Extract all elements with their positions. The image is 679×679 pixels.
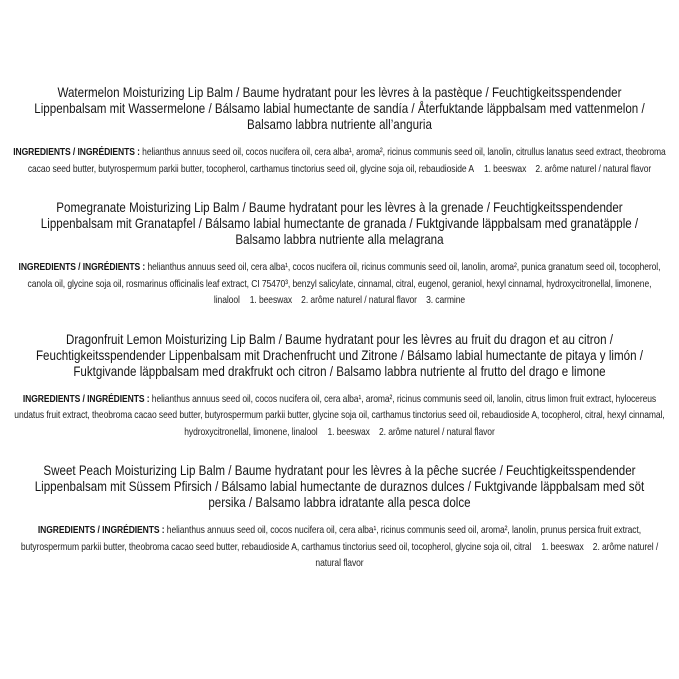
product-section-dragonfruit-lemon <box>11 331 668 442</box>
ingredients-paragraph <box>11 260 668 310</box>
product-title: Dragonfruit Lemon Moisturizing Lip Balm / Baume hydratant pour les lèvres au fruit du dragon et au citron / Feuchtigkeitsspendender Lippenbalsam mit Drachenfrucht und Zitrone / Bálsamo labial humectante de pitaya y limón / Fuktgivande läppbalsam med drakfrukt och citron / Balsamo labbra nutriente al frutto del drago e limone <box>35 330 643 379</box>
product-title: Pomegranate Moisturizing Lip Balm / Baume hydratant pour les lèvres à la grenade / Feuchtigkeitsspendender Lippenbalsam mit Granatapfel / Bálsamo labial humectante de granada / Fuktgivande läppbalsam med granatäpple / Balsamo labbra nutriente alla melagrana <box>40 199 639 247</box>
ingredients-label: INGREDIENTS / INGRÉDIENTS : <box>37 525 165 536</box>
ingredients-footnotes: 1. beeswax 2. arôme naturel / natural flavor <box>315 541 659 569</box>
product-section-pomegranate <box>11 199 668 310</box>
ingredients-text: helianthus annuus seed oil, cocos nucifera oil, cera alba¹, aroma², ricinus communis seed oil, lanolin, citrullus lanatus seed extract, theobroma cacao seed butter, butyrospermum parkii butter, tocopherol, carthamus tinctorius seed oil, glycine soja oil, rebaudioside A <box>27 147 666 175</box>
product-title: Watermelon Moisturizing Lip Balm / Baume hydratant pour les lèvres à la pastèque / Feuchtigkeitsspendender Lippenbalsam mit Wassermelone / Bálsamo labial humectante de sandía / Återfuktande läppbalsam med vattenmelon / Balsamo labbra nutriente all’anguria <box>34 84 645 132</box>
ingredients-paragraph <box>11 392 668 442</box>
ingredients-text: helianthus annuus seed oil, cocos nucifera oil, cera alba¹, ricinus communis seed oil, aroma², lanolin, prunus persica fruit extract, butyrospermum parkii butter, theobroma cacao seed butter, rebaudioside A, carthamus tinctorius seed oil, tocopherol, glycine soja oil, citral <box>20 525 642 553</box>
product-section-watermelon <box>11 84 668 178</box>
ingredients-label: INGREDIENTS / INGRÉDIENTS : <box>18 262 146 273</box>
ingredients-text: helianthus annuus seed oil, cocos nucifera oil, cera alba¹, aroma², ricinus communis seed oil, lanolin, citrus limon fruit extract, hylocereus undatus fruit extract, theobroma cacao seed butter, butyrospermum parkii butter, glycine soja oil, carthamus tinctorius seed oil, rebaudioside A, tocopherol, citral, hexyl cinnamal, hydroxycitronellal, limonene, linalool <box>14 393 665 438</box>
ingredients-text: helianthus annuus seed oil, cera alba¹, cocos nucifera oil, ricinus communis seed oil, lanolin, aroma², punica granatum seed oil, tocopherol, canola oil, glycine soja oil, rosmarinus officinalis leaf extract, CI 75470³, benzyl salicylate, cinnamal, citral, eugenol, geraniol, hexyl cinnamal, hydroxycitronellal, limonene, linalool <box>27 262 661 306</box>
ingredients-footnotes: 1. beeswax 2. arôme naturel / natural flavor 3. carmine <box>249 295 466 306</box>
ingredients-footnotes: 1. beeswax 2. arôme naturel / natural flavor <box>327 426 495 438</box>
product-title: Sweet Peach Moisturizing Lip Balm / Baume hydratant pour les lèvres à la pêche sucrée / Feuchtigkeitsspendender Lippenbalsam mit Süssem Pfirsich / Bálsamo labial humectante de duraznos dulces / Fuktgivande läppbalsam med söt persika / Balsamo labbra idratante alla pesca dolce <box>34 462 645 510</box>
product-section-sweet-peach <box>11 462 668 573</box>
ingredients-label: INGREDIENTS / INGRÉDIENTS : <box>22 393 150 405</box>
ingredients-label: INGREDIENTS / INGRÉDIENTS : <box>13 147 140 158</box>
ingredients-paragraph <box>11 523 668 573</box>
ingredients-footnotes: 1. beeswax 2. arôme naturel / natural flavor <box>483 163 652 175</box>
ingredients-paragraph <box>11 145 668 178</box>
